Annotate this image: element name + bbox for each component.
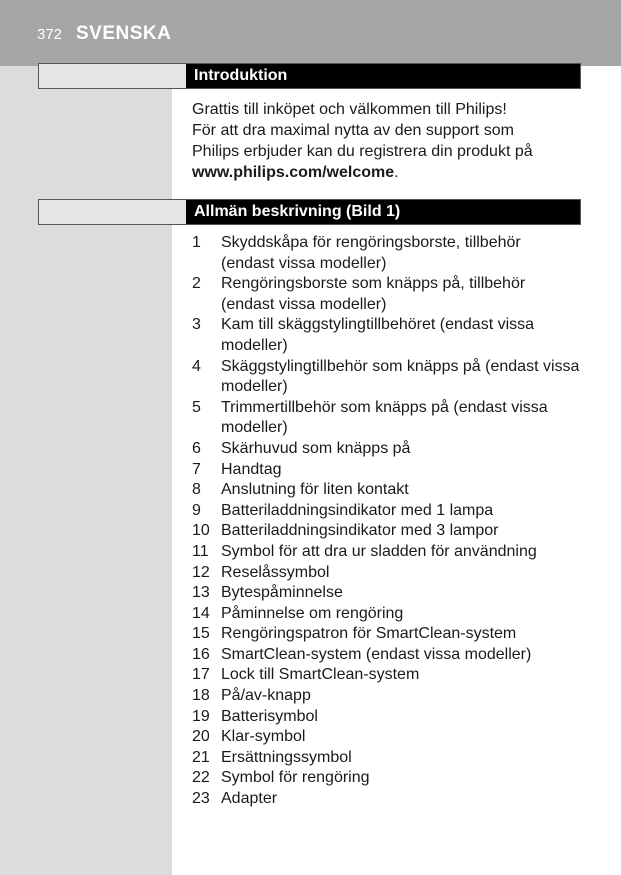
item-text: Symbol för att dra ur sladden för användning [221, 542, 537, 560]
list-item [192, 315, 584, 356]
language-title: SVENSKA [76, 23, 172, 44]
left-margin-column [0, 66, 172, 875]
intro-section-header [38, 63, 581, 89]
item-text: Batteriladdningsindikator med 3 lampor [221, 522, 499, 540]
item-number: 13 [192, 584, 210, 602]
list-item [192, 624, 584, 645]
item-number: 16 [192, 645, 210, 663]
item-text-continued: (endast vissa modeller) [221, 254, 387, 272]
url-period: . [394, 164, 399, 181]
item-text: Klar-symbol [221, 728, 306, 746]
page-number: 372 [37, 26, 63, 43]
list-item [192, 665, 584, 686]
description-section-title: Allmän beskrivning (Bild 1) [194, 203, 401, 220]
item-text-continued: modeller) [221, 419, 288, 437]
item-text: Trimmertillbehör som knäpps på (endast vissa [221, 398, 548, 416]
list-item [192, 727, 584, 748]
welcome-url: www.philips.com/welcome [192, 164, 395, 181]
item-text: Skärhuvud som knäpps på [221, 439, 411, 457]
item-number: 15 [192, 625, 210, 643]
item-number: 8 [192, 481, 201, 499]
item-text: Anslutning för liten kontakt [221, 481, 409, 499]
intro-url-line [192, 162, 582, 183]
description-section-header [38, 199, 581, 225]
item-number: 4 [192, 357, 201, 375]
item-number: 1 [192, 234, 201, 251]
list-item [192, 789, 584, 810]
item-number: 17 [192, 666, 210, 684]
item-text: Symbol för rengöring [221, 769, 370, 787]
item-text-continued: (endast vissa modeller) [221, 295, 387, 313]
item-text: Påminnelse om rengöring [221, 604, 404, 622]
item-text: Reselåssymbol [221, 563, 330, 581]
item-text: Adapter [221, 790, 278, 808]
list-item [192, 645, 584, 666]
intro-line: För att dra maximal nytta av den support som [192, 122, 514, 139]
item-number: 22 [192, 769, 210, 787]
item-number: 5 [192, 398, 201, 416]
list-item [192, 357, 584, 398]
item-number: 19 [192, 707, 210, 725]
item-number: 12 [192, 563, 210, 581]
list-item [192, 563, 584, 584]
list-item [192, 521, 584, 542]
list-item [192, 748, 584, 769]
item-text: SmartClean-system (endast vissa modeller) [221, 645, 532, 663]
list-item [192, 460, 584, 481]
intro-line: Philips erbjuder kan du registrera din produkt på [192, 143, 533, 160]
list-item [192, 480, 584, 501]
item-text: På/av-knapp [221, 687, 311, 705]
item-text: Rengöringsborste som knäpps på, tillbehör [221, 275, 526, 293]
item-number: 7 [192, 460, 201, 478]
list-item [192, 501, 584, 522]
list-item [192, 439, 584, 460]
list-item [192, 768, 584, 789]
list-item [192, 686, 584, 707]
parts-list [192, 233, 584, 810]
item-text: Batterisymbol [221, 707, 318, 725]
item-text: Skäggstylingtillbehör som knäpps på (endast vissa [221, 357, 580, 375]
item-number: 2 [192, 275, 201, 293]
item-number: 6 [192, 439, 201, 457]
item-number: 20 [192, 728, 210, 746]
item-number: 23 [192, 790, 210, 808]
list-item [192, 604, 584, 625]
list-item [192, 274, 584, 315]
item-text: Lock till SmartClean-system [221, 666, 420, 684]
item-text: Bytespåminnelse [221, 584, 343, 602]
item-number: 18 [192, 687, 210, 705]
item-number: 21 [192, 748, 210, 766]
list-item [192, 398, 584, 439]
list-item [192, 233, 584, 274]
item-text: Kam till skäggstylingtillbehöret (endast vissa [221, 316, 535, 334]
item-number: 10 [192, 522, 210, 540]
item-text-continued: modeller) [221, 336, 288, 354]
item-text: Rengöringspatron för SmartClean-system [221, 625, 517, 643]
item-number: 11 [192, 542, 209, 560]
item-text: Skyddskåpa för rengöringsborste, tillbehör [221, 234, 521, 251]
item-text-continued: modeller) [221, 378, 288, 396]
list-item [192, 542, 584, 563]
item-number: 3 [192, 316, 201, 334]
item-text: Batteriladdningsindikator med 1 lampa [221, 501, 494, 519]
item-text: Handtag [221, 460, 282, 478]
list-item [192, 583, 584, 604]
item-number: 9 [192, 501, 201, 519]
intro-line: Grattis till inköpet och välkommen till Philips! [192, 101, 507, 118]
list-item [192, 707, 584, 728]
item-number: 14 [192, 604, 210, 622]
intro-section-title: Introduktion [194, 67, 288, 84]
intro-text [192, 99, 582, 183]
header-bar [0, 0, 621, 66]
item-text: Ersättningssymbol [221, 748, 352, 766]
